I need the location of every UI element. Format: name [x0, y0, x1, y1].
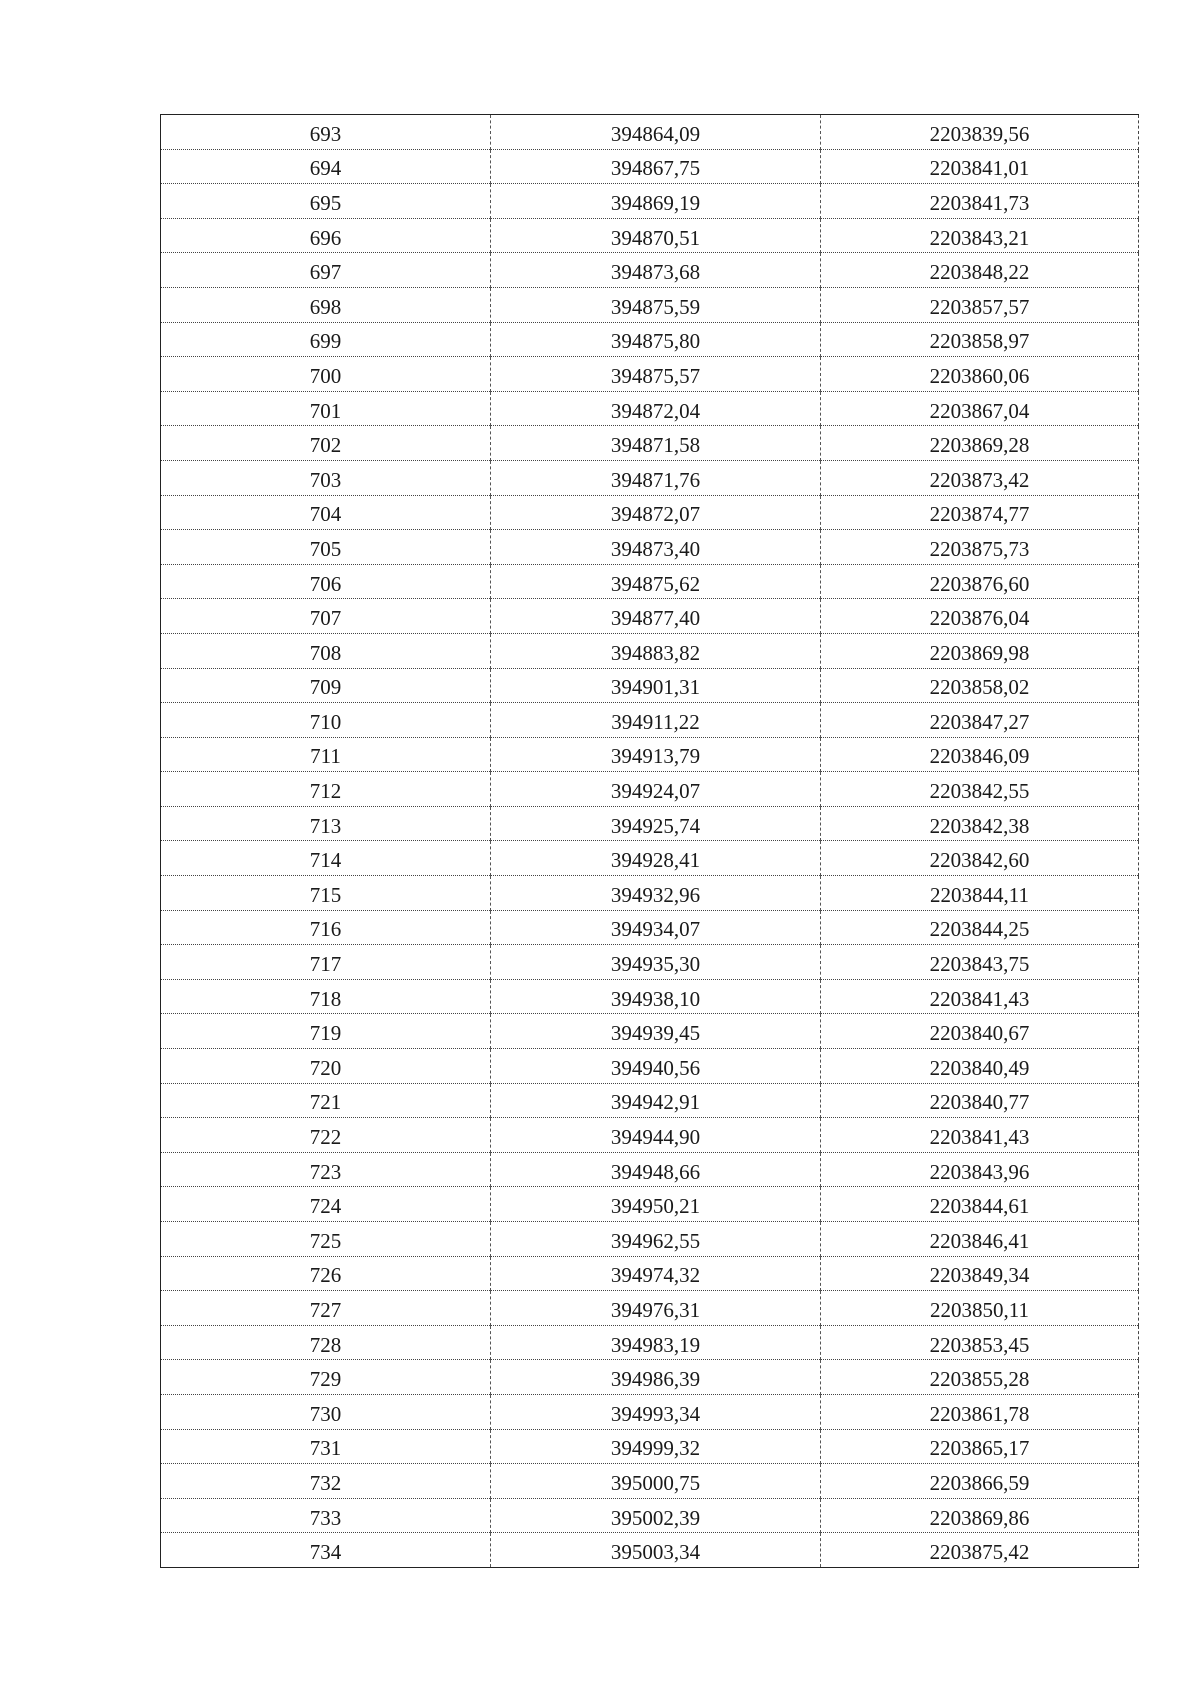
- cell-value: 394942,91: [610, 1090, 701, 1115]
- cell-value: 394875,59: [610, 294, 701, 319]
- table-row: [161, 806, 1139, 841]
- cell-value: 2203844,11: [930, 882, 1029, 907]
- point-number-cell: [161, 1222, 491, 1257]
- cell-value: 705: [309, 536, 342, 561]
- cell-value: 394911,22: [611, 709, 700, 734]
- y-coordinate-cell: [821, 357, 1139, 392]
- cell-value: 708: [309, 640, 342, 665]
- x-coordinate-cell: [491, 495, 821, 530]
- cell-value: 394875,62: [610, 571, 701, 596]
- y-coordinate-cell: [821, 910, 1139, 945]
- table-row: [161, 530, 1139, 565]
- cell-value: 394869,19: [610, 190, 701, 215]
- table-row: [161, 357, 1139, 392]
- cell-value: 718: [309, 986, 342, 1011]
- cell-value: 2203843,75: [929, 952, 1030, 977]
- y-coordinate-cell: [821, 115, 1139, 150]
- cell-value: 721: [309, 1090, 342, 1115]
- table-row: [161, 184, 1139, 219]
- table-row: [161, 1222, 1139, 1257]
- y-coordinate-cell: [821, 703, 1139, 738]
- cell-value: 696: [309, 225, 342, 250]
- cell-value: 394872,07: [610, 502, 701, 527]
- point-number-cell: [161, 564, 491, 599]
- point-number-cell: [161, 1429, 491, 1464]
- cell-value: 712: [309, 779, 342, 804]
- y-coordinate-cell: [821, 287, 1139, 322]
- cell-value: 702: [309, 433, 342, 458]
- cell-value: 707: [309, 606, 342, 631]
- x-coordinate-cell: [491, 1049, 821, 1084]
- y-coordinate-cell: [821, 149, 1139, 184]
- table-row: [161, 979, 1139, 1014]
- table-row: [161, 149, 1139, 184]
- table-row: [161, 322, 1139, 357]
- x-coordinate-cell: [491, 1187, 821, 1222]
- y-coordinate-cell: [821, 1498, 1139, 1533]
- table-row: [161, 1325, 1139, 1360]
- cell-value: 729: [309, 1367, 342, 1392]
- x-coordinate-cell: [491, 1360, 821, 1395]
- cell-value: 2203847,27: [929, 709, 1030, 734]
- cell-value: 728: [309, 1332, 342, 1357]
- y-coordinate-cell: [821, 1325, 1139, 1360]
- cell-value: 2203874,77: [929, 502, 1030, 527]
- cell-value: 719: [309, 1021, 342, 1046]
- table-row: [161, 1083, 1139, 1118]
- point-number-cell: [161, 910, 491, 945]
- cell-value: 394940,56: [610, 1055, 701, 1080]
- cell-value: 2203869,98: [929, 640, 1030, 665]
- table-row: [161, 115, 1139, 150]
- point-number-cell: [161, 1291, 491, 1326]
- point-number-cell: [161, 1014, 491, 1049]
- cell-value: 700: [309, 363, 342, 388]
- cell-value: 2203858,02: [929, 675, 1030, 700]
- table-row: [161, 1394, 1139, 1429]
- cell-value: 394875,57: [610, 363, 701, 388]
- table-row: [161, 772, 1139, 807]
- y-coordinate-cell: [821, 1291, 1139, 1326]
- cell-value: 713: [309, 813, 342, 838]
- y-coordinate-cell: [821, 1533, 1139, 1568]
- x-coordinate-cell: [491, 1222, 821, 1257]
- cell-value: 394999,32: [610, 1436, 701, 1461]
- table-row: [161, 1187, 1139, 1222]
- table-row: [161, 1256, 1139, 1291]
- y-coordinate-cell: [821, 806, 1139, 841]
- cell-value: 2203848,22: [929, 260, 1030, 285]
- cell-value: 2203841,01: [929, 156, 1030, 181]
- x-coordinate-cell: [491, 1394, 821, 1429]
- cell-value: 2203869,28: [929, 433, 1030, 458]
- cell-value: 732: [309, 1470, 342, 1495]
- point-number-cell: [161, 668, 491, 703]
- cell-value: 710: [309, 709, 342, 734]
- cell-value: 2203861,78: [929, 1401, 1030, 1426]
- cell-value: 2203857,57: [929, 294, 1030, 319]
- x-coordinate-cell: [491, 460, 821, 495]
- x-coordinate-cell: [491, 287, 821, 322]
- table-row: [161, 1152, 1139, 1187]
- point-number-cell: [161, 1049, 491, 1084]
- cell-value: 394983,19: [610, 1332, 701, 1357]
- point-number-cell: [161, 287, 491, 322]
- table-row: [161, 841, 1139, 876]
- point-number-cell: [161, 1118, 491, 1153]
- cell-value: 2203869,86: [929, 1505, 1030, 1530]
- table-row: [161, 1014, 1139, 1049]
- x-coordinate-cell: [491, 253, 821, 288]
- cell-value: 394871,76: [610, 467, 701, 492]
- cell-value: 694: [309, 156, 342, 181]
- y-coordinate-cell: [821, 668, 1139, 703]
- cell-value: 715: [309, 882, 342, 907]
- point-number-cell: [161, 1533, 491, 1568]
- cell-value: 394976,31: [610, 1297, 701, 1322]
- cell-value: 2203860,06: [929, 363, 1030, 388]
- point-number-cell: [161, 1152, 491, 1187]
- point-number-cell: [161, 357, 491, 392]
- table-row: [161, 1118, 1139, 1153]
- table-row: [161, 633, 1139, 668]
- point-number-cell: [161, 599, 491, 634]
- cell-value: 734: [309, 1540, 342, 1565]
- cell-value: 711: [310, 744, 341, 769]
- cell-value: 2203839,56: [929, 121, 1030, 146]
- y-coordinate-cell: [821, 1049, 1139, 1084]
- cell-value: 394986,39: [610, 1367, 701, 1392]
- cell-value: 2203850,11: [930, 1297, 1029, 1322]
- cell-value: 394932,96: [610, 882, 701, 907]
- x-coordinate-cell: [491, 841, 821, 876]
- y-coordinate-cell: [821, 218, 1139, 253]
- table-row: [161, 1291, 1139, 1326]
- cell-value: 2203867,04: [929, 398, 1030, 423]
- x-coordinate-cell: [491, 1118, 821, 1153]
- cell-value: 697: [309, 260, 342, 285]
- point-number-cell: [161, 391, 491, 426]
- cell-value: 394873,40: [610, 536, 701, 561]
- cell-value: 2203873,42: [929, 467, 1030, 492]
- x-coordinate-cell: [491, 945, 821, 980]
- x-coordinate-cell: [491, 1256, 821, 1291]
- cell-value: 2203876,60: [929, 571, 1030, 596]
- cell-value: 2203843,96: [929, 1159, 1030, 1184]
- coordinates-table: [160, 114, 1139, 1568]
- cell-value: 698: [309, 294, 342, 319]
- point-number-cell: [161, 703, 491, 738]
- cell-value: 2203844,61: [929, 1194, 1030, 1219]
- cell-value: 2203865,17: [929, 1436, 1030, 1461]
- x-coordinate-cell: [491, 1014, 821, 1049]
- point-number-cell: [161, 149, 491, 184]
- cell-value: 394938,10: [610, 986, 701, 1011]
- table-row: [161, 1533, 1139, 1568]
- point-number-cell: [161, 1394, 491, 1429]
- cell-value: 701: [309, 398, 342, 423]
- y-coordinate-cell: [821, 426, 1139, 461]
- y-coordinate-cell: [821, 184, 1139, 219]
- point-number-cell: [161, 1360, 491, 1395]
- table-row: [161, 1498, 1139, 1533]
- cell-value: 395002,39: [610, 1505, 701, 1530]
- cell-value: 394928,41: [610, 848, 701, 873]
- point-number-cell: [161, 253, 491, 288]
- x-coordinate-cell: [491, 391, 821, 426]
- cell-value: 731: [309, 1436, 342, 1461]
- cell-value: 394924,07: [610, 779, 701, 804]
- cell-value: 2203875,42: [929, 1540, 1030, 1565]
- cell-value: 394875,80: [610, 329, 701, 354]
- y-coordinate-cell: [821, 1222, 1139, 1257]
- x-coordinate-cell: [491, 1291, 821, 1326]
- table-row: [161, 218, 1139, 253]
- point-number-cell: [161, 979, 491, 1014]
- cell-value: 2203842,55: [929, 779, 1030, 804]
- cell-value: 395003,34: [610, 1540, 701, 1565]
- cell-value: 726: [309, 1263, 342, 1288]
- cell-value: 394939,45: [610, 1021, 701, 1046]
- cell-value: 730: [309, 1401, 342, 1426]
- y-coordinate-cell: [821, 460, 1139, 495]
- cell-value: 2203846,09: [929, 744, 1030, 769]
- y-coordinate-cell: [821, 841, 1139, 876]
- x-coordinate-cell: [491, 1498, 821, 1533]
- y-coordinate-cell: [821, 1360, 1139, 1395]
- point-number-cell: [161, 460, 491, 495]
- cell-value: 2203849,34: [929, 1263, 1030, 1288]
- cell-value: 695: [309, 190, 342, 215]
- cell-value: 394867,75: [610, 156, 701, 181]
- cell-value: 727: [309, 1297, 342, 1322]
- table-row: [161, 287, 1139, 322]
- cell-value: 2203846,41: [929, 1228, 1030, 1253]
- cell-value: 2203855,28: [929, 1367, 1030, 1392]
- cell-value: 394883,82: [610, 640, 701, 665]
- cell-value: 2203841,43: [929, 986, 1030, 1011]
- point-number-cell: [161, 218, 491, 253]
- cell-value: 714: [309, 848, 342, 873]
- point-number-cell: [161, 495, 491, 530]
- x-coordinate-cell: [491, 530, 821, 565]
- y-coordinate-cell: [821, 495, 1139, 530]
- cell-value: 394934,07: [610, 917, 701, 942]
- y-coordinate-cell: [821, 772, 1139, 807]
- table-row: [161, 876, 1139, 911]
- cell-value: 2203840,77: [929, 1090, 1030, 1115]
- point-number-cell: [161, 322, 491, 357]
- x-coordinate-cell: [491, 910, 821, 945]
- y-coordinate-cell: [821, 876, 1139, 911]
- cell-value: 2203842,60: [929, 848, 1030, 873]
- x-coordinate-cell: [491, 1083, 821, 1118]
- cell-value: 717: [309, 952, 342, 977]
- point-number-cell: [161, 115, 491, 150]
- x-coordinate-cell: [491, 149, 821, 184]
- x-coordinate-cell: [491, 1533, 821, 1568]
- cell-value: 394993,34: [610, 1401, 701, 1426]
- point-number-cell: [161, 1325, 491, 1360]
- y-coordinate-cell: [821, 1256, 1139, 1291]
- y-coordinate-cell: [821, 322, 1139, 357]
- point-number-cell: [161, 772, 491, 807]
- y-coordinate-cell: [821, 1152, 1139, 1187]
- cell-value: 2203840,67: [929, 1021, 1030, 1046]
- cell-value: 723: [309, 1159, 342, 1184]
- cell-value: 394872,04: [610, 398, 701, 423]
- y-coordinate-cell: [821, 253, 1139, 288]
- point-number-cell: [161, 1256, 491, 1291]
- x-coordinate-cell: [491, 357, 821, 392]
- cell-value: 394974,32: [610, 1263, 701, 1288]
- table-row: [161, 1360, 1139, 1395]
- y-coordinate-cell: [821, 1083, 1139, 1118]
- cell-value: 709: [309, 675, 342, 700]
- cell-value: 394944,90: [610, 1125, 701, 1150]
- cell-value: 395000,75: [610, 1470, 701, 1495]
- table-row: [161, 495, 1139, 530]
- table-row: [161, 910, 1139, 945]
- cell-value: 394877,40: [610, 606, 701, 631]
- cell-value: 2203840,49: [929, 1055, 1030, 1080]
- cell-value: 394950,21: [610, 1194, 701, 1219]
- x-coordinate-cell: [491, 1429, 821, 1464]
- cell-value: 394871,58: [610, 433, 701, 458]
- point-number-cell: [161, 1187, 491, 1222]
- x-coordinate-cell: [491, 564, 821, 599]
- cell-value: 704: [309, 502, 342, 527]
- y-coordinate-cell: [821, 599, 1139, 634]
- cell-value: 716: [309, 917, 342, 942]
- x-coordinate-cell: [491, 979, 821, 1014]
- x-coordinate-cell: [491, 322, 821, 357]
- y-coordinate-cell: [821, 1187, 1139, 1222]
- x-coordinate-cell: [491, 772, 821, 807]
- y-coordinate-cell: [821, 564, 1139, 599]
- cell-value: 394913,79: [610, 744, 701, 769]
- table-row: [161, 737, 1139, 772]
- x-coordinate-cell: [491, 1325, 821, 1360]
- coordinates-table-body: [161, 115, 1139, 1568]
- x-coordinate-cell: [491, 703, 821, 738]
- table-row: [161, 1049, 1139, 1084]
- x-coordinate-cell: [491, 426, 821, 461]
- point-number-cell: [161, 737, 491, 772]
- cell-value: 2203842,38: [929, 813, 1030, 838]
- cell-value: 2203841,73: [929, 190, 1030, 215]
- cell-value: 394870,51: [610, 225, 701, 250]
- y-coordinate-cell: [821, 1394, 1139, 1429]
- x-coordinate-cell: [491, 668, 821, 703]
- table-row: [161, 460, 1139, 495]
- point-number-cell: [161, 841, 491, 876]
- cell-value: 2203866,59: [929, 1470, 1030, 1495]
- x-coordinate-cell: [491, 876, 821, 911]
- cell-value: 394962,55: [610, 1228, 701, 1253]
- x-coordinate-cell: [491, 633, 821, 668]
- table-row: [161, 945, 1139, 980]
- table-row: [161, 1429, 1139, 1464]
- x-coordinate-cell: [491, 184, 821, 219]
- y-coordinate-cell: [821, 1118, 1139, 1153]
- x-coordinate-cell: [491, 1464, 821, 1499]
- cell-value: 703: [309, 467, 342, 492]
- x-coordinate-cell: [491, 218, 821, 253]
- x-coordinate-cell: [491, 737, 821, 772]
- cell-value: 394935,30: [610, 952, 701, 977]
- x-coordinate-cell: [491, 599, 821, 634]
- cell-value: 722: [309, 1125, 342, 1150]
- cell-value: 2203843,21: [929, 225, 1030, 250]
- table-row: [161, 703, 1139, 738]
- cell-value: 2203875,73: [929, 536, 1030, 561]
- cell-value: 2203876,04: [929, 606, 1030, 631]
- x-coordinate-cell: [491, 806, 821, 841]
- point-number-cell: [161, 1464, 491, 1499]
- cell-value: 2203853,45: [929, 1332, 1030, 1357]
- cell-value: 394925,74: [610, 813, 701, 838]
- y-coordinate-cell: [821, 1464, 1139, 1499]
- cell-value: 706: [309, 571, 342, 596]
- cell-value: 2203858,97: [929, 329, 1030, 354]
- table-row: [161, 426, 1139, 461]
- cell-value: 693: [309, 121, 342, 146]
- cell-value: 394864,09: [610, 121, 701, 146]
- cell-value: 725: [309, 1228, 342, 1253]
- point-number-cell: [161, 1083, 491, 1118]
- y-coordinate-cell: [821, 391, 1139, 426]
- cell-value: 2203844,25: [929, 917, 1030, 942]
- cell-value: 720: [309, 1055, 342, 1080]
- cell-value: 394948,66: [610, 1159, 701, 1184]
- y-coordinate-cell: [821, 945, 1139, 980]
- y-coordinate-cell: [821, 1014, 1139, 1049]
- table-row: [161, 391, 1139, 426]
- cell-value: 733: [309, 1505, 342, 1530]
- point-number-cell: [161, 876, 491, 911]
- cell-value: 394873,68: [610, 260, 701, 285]
- table-row: [161, 599, 1139, 634]
- y-coordinate-cell: [821, 737, 1139, 772]
- point-number-cell: [161, 633, 491, 668]
- table-row: [161, 668, 1139, 703]
- y-coordinate-cell: [821, 633, 1139, 668]
- y-coordinate-cell: [821, 1429, 1139, 1464]
- cell-value: 394901,31: [610, 675, 701, 700]
- point-number-cell: [161, 945, 491, 980]
- table-row: [161, 564, 1139, 599]
- y-coordinate-cell: [821, 979, 1139, 1014]
- table-row: [161, 253, 1139, 288]
- x-coordinate-cell: [491, 115, 821, 150]
- point-number-cell: [161, 184, 491, 219]
- point-number-cell: [161, 806, 491, 841]
- table-row: [161, 1464, 1139, 1499]
- x-coordinate-cell: [491, 1152, 821, 1187]
- point-number-cell: [161, 530, 491, 565]
- point-number-cell: [161, 1498, 491, 1533]
- y-coordinate-cell: [821, 530, 1139, 565]
- point-number-cell: [161, 426, 491, 461]
- cell-value: 724: [309, 1194, 342, 1219]
- cell-value: 699: [309, 329, 342, 354]
- cell-value: 2203841,43: [929, 1125, 1030, 1150]
